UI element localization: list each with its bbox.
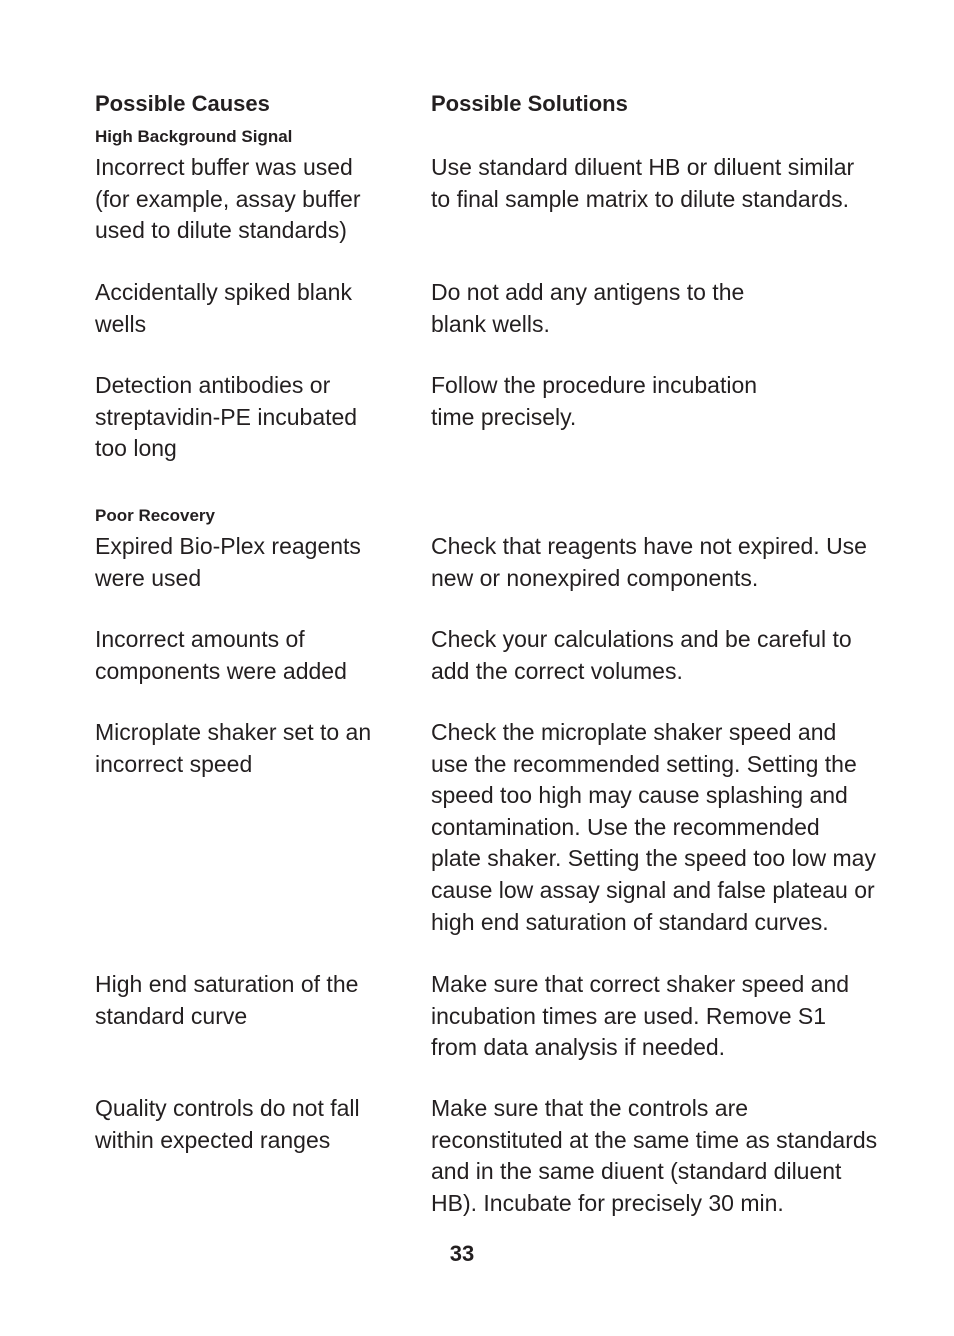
cause-text: High end saturation of the standard curve xyxy=(95,971,359,1029)
solution-text: Use standard diluent HB or diluent similar to final sample matrix to dilute standards. xyxy=(431,154,855,212)
page-number: 33 xyxy=(449,1241,475,1266)
solution-text: Check the microplate shaker speed and use the recommended setting. Setting the speed too high may cause splashing and contamination. Use the recommended plate shaker. Setting the speed too low may cause low assay signal and false plateau or high end saturation of standard curves. xyxy=(431,719,876,935)
cause-text: Microplate shaker set to an incorrect speed xyxy=(95,719,372,777)
solution-text: Follow the procedure incubation time precisely. xyxy=(431,372,758,430)
cause-text: Detection antibodies or streptavidin-PE incubated too long xyxy=(95,372,358,462)
cause-text: Quality controls do not fall within expected ranges xyxy=(95,1095,360,1153)
solution-text: Make sure that the controls are reconstituted at the same time as standards and in the same diuent (standard diluent HB). Incubate for precisely 30 min. xyxy=(431,1095,878,1216)
solution-text: Do not add any antigens to the blank wells. xyxy=(431,279,745,337)
solution-text: Check your calculations and be careful to add the correct volumes. xyxy=(431,626,852,684)
possible-solutions-header: Possible Solutions xyxy=(431,91,628,116)
solution-text: Make sure that correct shaker speed and incubation times are used. Remove S1 from data analysis if needed. xyxy=(431,971,850,1061)
section-title-high-background-signal: High Background Signal xyxy=(95,127,293,146)
cause-text: Incorrect amounts of components were added xyxy=(95,626,347,684)
section-title-poor-recovery: Poor Recovery xyxy=(95,506,215,525)
cause-text: Expired Bio-Plex reagents were used xyxy=(95,533,361,591)
solution-text: Check that reagents have not expired. Use new or nonexpired components. xyxy=(431,533,867,591)
cause-text: Accidentally spiked blank wells xyxy=(95,279,352,337)
possible-causes-header: Possible Causes xyxy=(95,91,270,116)
cause-text: Incorrect buffer was used (for example, assay buffer used to dilute standards) xyxy=(95,154,361,244)
